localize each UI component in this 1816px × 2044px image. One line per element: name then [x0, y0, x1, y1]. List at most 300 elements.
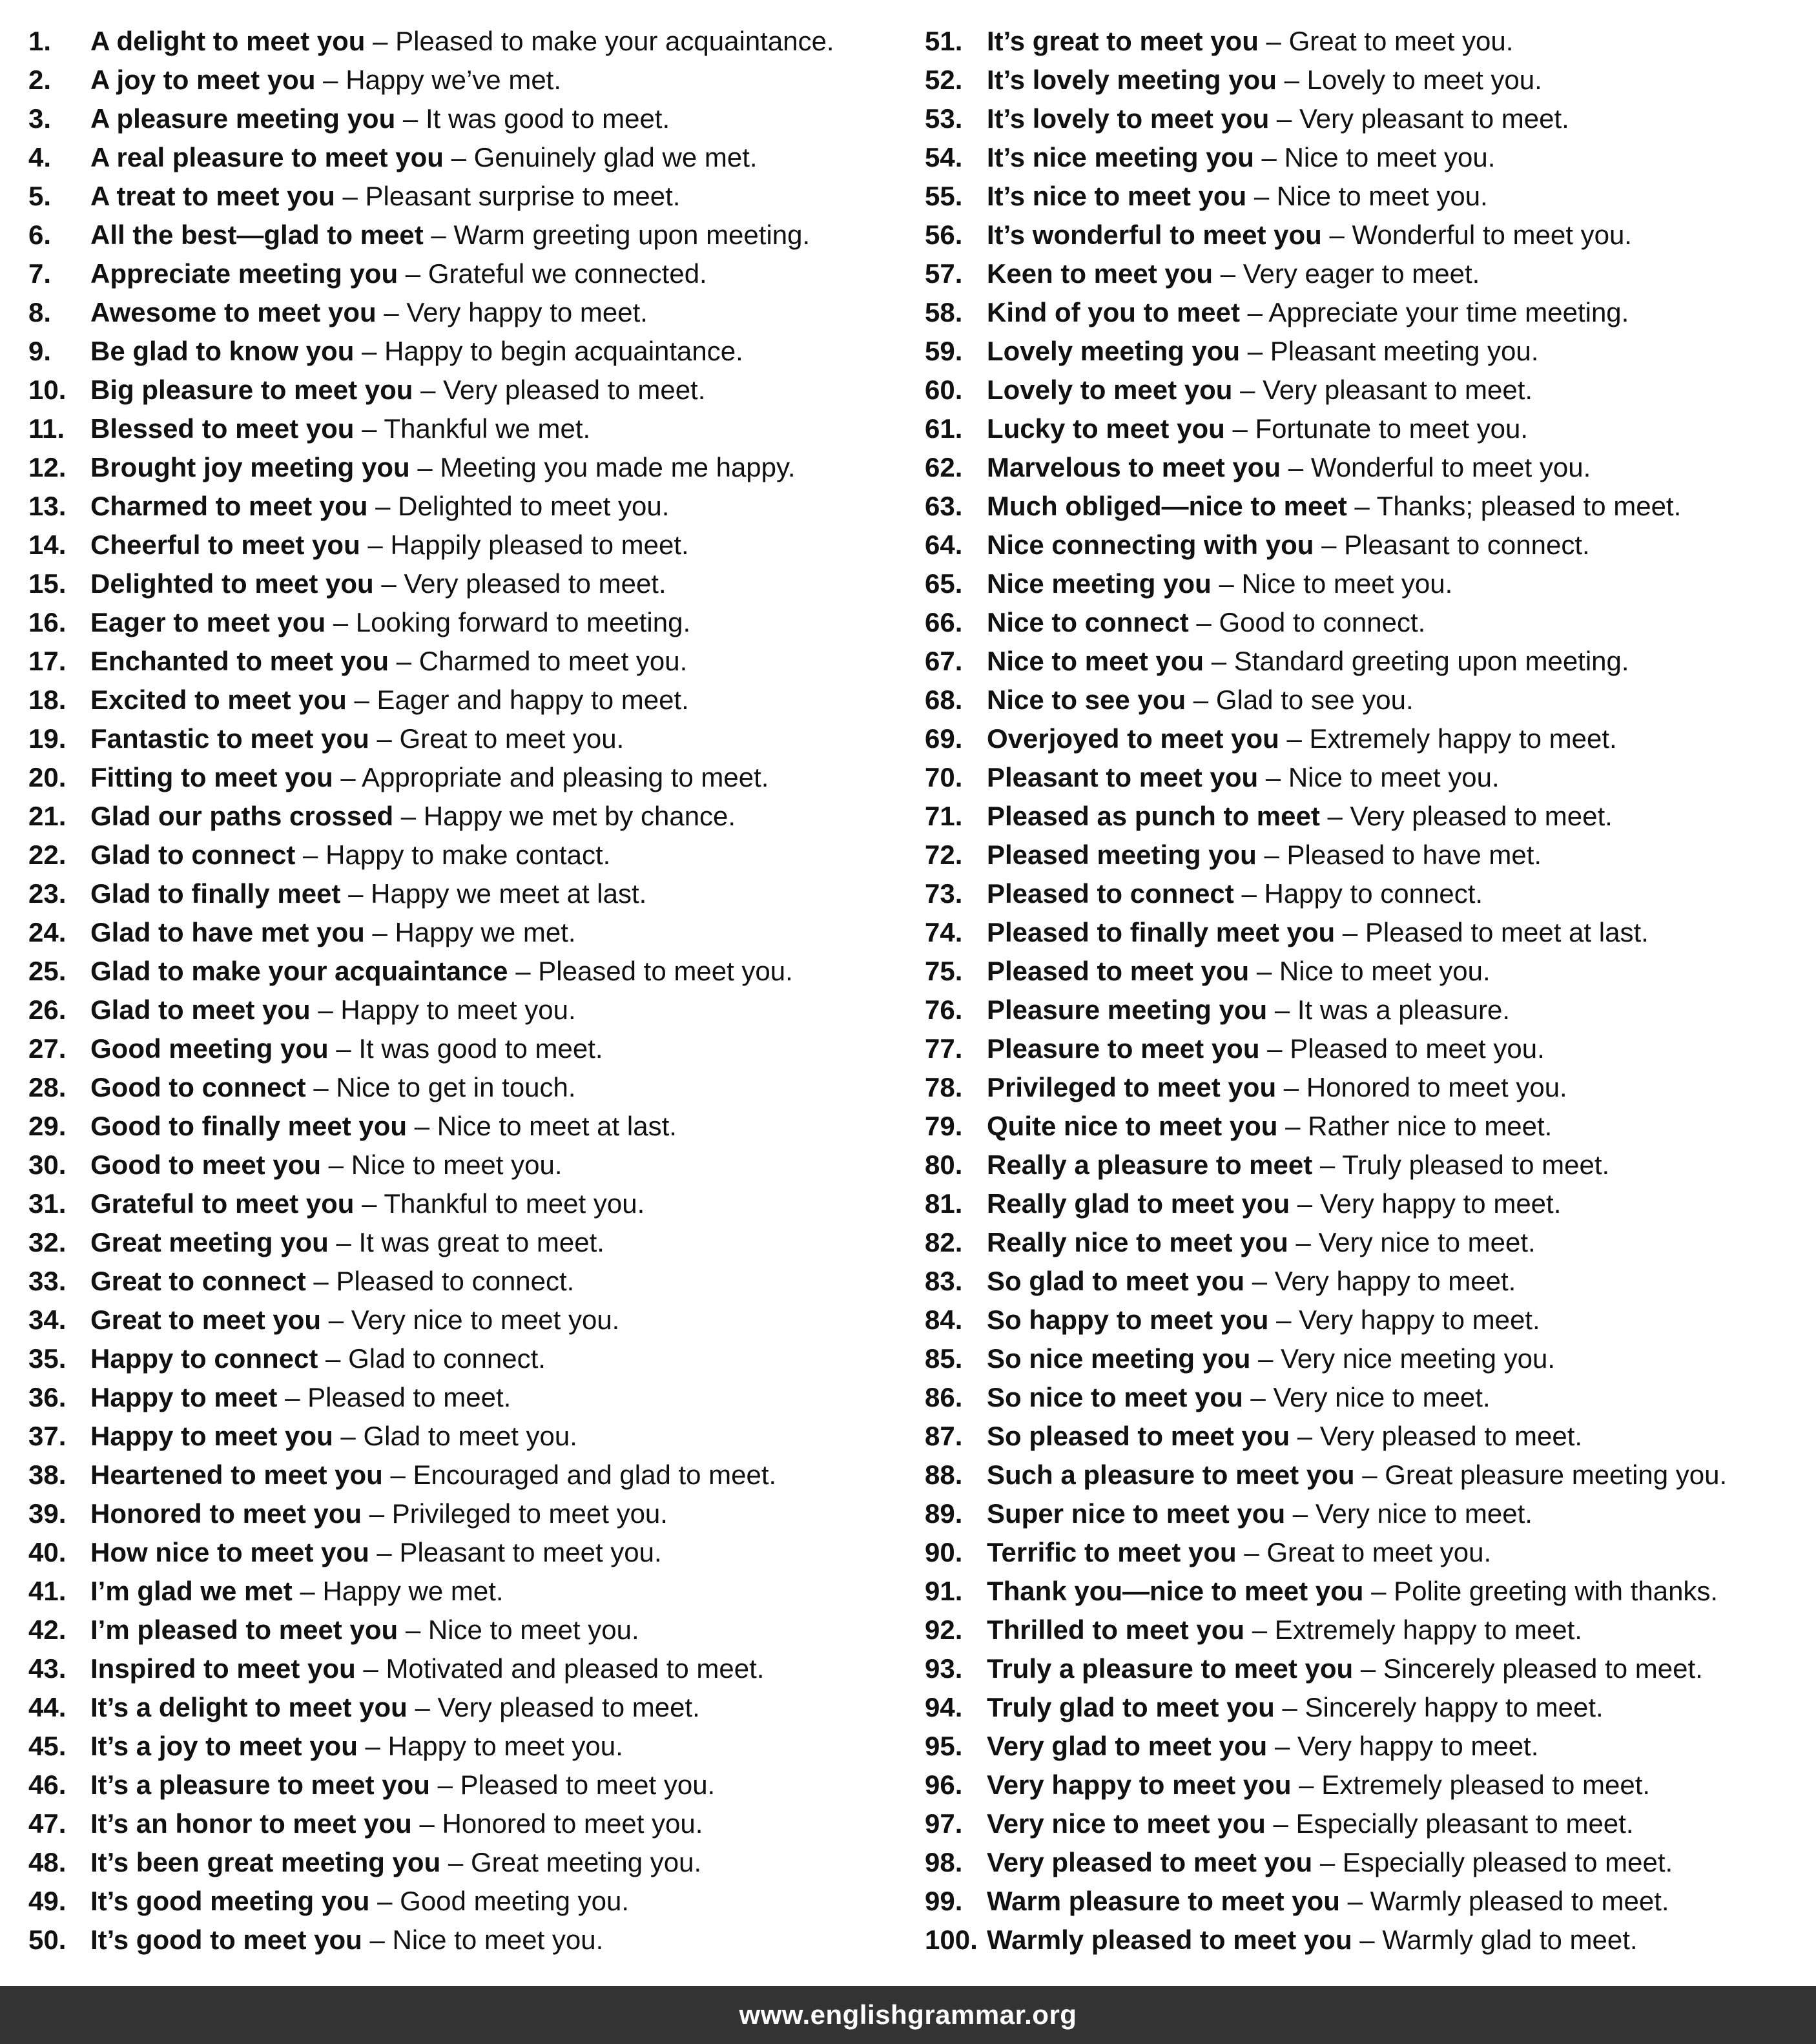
item-phrase: Inspired to meet you	[90, 1653, 356, 1684]
item-text	[987, 61, 1542, 99]
item-separator: –	[381, 568, 397, 599]
item-phrase: Awesome to meet you	[90, 297, 377, 327]
item-number: 84.	[925, 1305, 963, 1335]
item-number: 35.	[28, 1343, 67, 1374]
item-meaning: Happy we met by chance.	[423, 801, 736, 831]
item-number: 86.	[925, 1382, 963, 1412]
item-number: 93.	[925, 1653, 963, 1684]
item-separator: –	[1327, 801, 1343, 831]
item-meaning: Pleasant meeting you.	[1270, 336, 1539, 366]
list-item	[28, 1766, 907, 1804]
item-text	[90, 1339, 546, 1378]
item-number: 21.	[28, 801, 67, 831]
item-meaning: Very pleased to meet.	[1350, 801, 1613, 831]
item-separator: –	[419, 1808, 435, 1839]
item-text	[90, 254, 707, 293]
item-separator: –	[1282, 1692, 1297, 1722]
item-meaning: Truly pleased to meet.	[1342, 1150, 1610, 1180]
item-separator: –	[363, 1653, 378, 1684]
item-phrase: It’s lovely meeting you	[987, 65, 1277, 95]
item-meaning: Looking forward to meeting.	[355, 607, 691, 637]
item-text	[987, 138, 1495, 177]
item-separator: –	[1276, 103, 1292, 134]
item-number: 83.	[925, 1266, 963, 1296]
item-meaning: Pleased to meet you.	[1290, 1033, 1545, 1064]
item-text	[987, 1029, 1545, 1068]
item-meaning: Great to meet you.	[1288, 26, 1514, 56]
item-meaning: Nice to meet you.	[1276, 181, 1488, 211]
item-separator: –	[1254, 181, 1270, 211]
item-phrase: I’m glad we met	[90, 1576, 293, 1606]
footer-bar	[0, 1986, 1816, 2044]
item-text	[90, 758, 769, 797]
item-number: 60.	[925, 375, 963, 405]
list-item	[925, 1378, 1810, 1417]
list-column-right	[925, 22, 1810, 1959]
item-separator: –	[354, 685, 369, 715]
item-text	[90, 1727, 623, 1766]
item-number: 1.	[28, 26, 52, 56]
list-item	[28, 1494, 907, 1533]
item-number: 10.	[28, 375, 67, 405]
item-text	[90, 642, 687, 681]
item-separator: –	[362, 1188, 377, 1219]
item-text	[987, 952, 1491, 991]
item-meaning: Especially pleasant to meet.	[1295, 1808, 1634, 1839]
item-number: 88.	[925, 1460, 963, 1490]
item-phrase: It’s lovely to meet you	[987, 103, 1270, 134]
list-item	[28, 719, 907, 758]
item-meaning: Pleased to make your acquaintance.	[395, 26, 834, 56]
item-text	[90, 1262, 574, 1301]
item-number: 73.	[925, 878, 963, 909]
item-number: 63.	[925, 491, 963, 521]
list-item	[925, 1611, 1810, 1649]
item-meaning: Lovely to meet you.	[1306, 65, 1542, 95]
item-text	[987, 216, 1632, 254]
item-number: 28.	[28, 1072, 67, 1102]
item-text	[90, 138, 758, 177]
item-text	[987, 254, 1480, 293]
list-item	[925, 758, 1810, 797]
item-meaning: Pleased to meet at last.	[1365, 917, 1649, 947]
item-meaning: Happily pleased to meet.	[390, 530, 689, 560]
item-number: 95.	[925, 1731, 963, 1761]
item-text	[90, 61, 561, 99]
item-phrase: Nice to meet you	[987, 646, 1204, 676]
item-meaning: Happy to meet you.	[387, 1731, 623, 1761]
item-number: 36.	[28, 1382, 67, 1412]
item-text	[90, 874, 646, 913]
list-item	[28, 138, 907, 177]
item-separator: –	[1265, 762, 1281, 792]
item-separator: –	[1220, 258, 1236, 289]
item-phrase: Very happy to meet you	[987, 1770, 1292, 1800]
item-meaning: Honored to meet you.	[1306, 1072, 1567, 1102]
item-phrase: It’s a joy to meet you	[90, 1731, 358, 1761]
item-separator: –	[373, 26, 388, 56]
item-number: 4.	[28, 142, 52, 172]
item-number: 96.	[925, 1770, 963, 1800]
item-text	[90, 332, 743, 371]
list-item	[925, 1107, 1810, 1146]
item-meaning: Good meeting you.	[400, 1886, 630, 1916]
item-number: 91.	[925, 1576, 963, 1606]
list-item	[28, 1223, 907, 1262]
item-text	[987, 1262, 1516, 1301]
item-text	[90, 1146, 562, 1184]
item-phrase: Pleased as punch to meet	[987, 801, 1320, 831]
item-number: 68.	[925, 685, 963, 715]
item-phrase: Such a pleasure to meet you	[987, 1460, 1355, 1490]
item-meaning: Very nice meeting you.	[1281, 1343, 1556, 1374]
item-text	[90, 991, 576, 1029]
item-phrase: Nice meeting you	[987, 568, 1212, 599]
item-separator: –	[377, 1886, 393, 1916]
item-number: 30.	[28, 1150, 67, 1180]
item-number: 39.	[28, 1498, 67, 1529]
item-text	[90, 719, 624, 758]
item-phrase: It’s been great meeting you	[90, 1847, 441, 1877]
item-separator: –	[1274, 995, 1290, 1025]
item-number: 27.	[28, 1033, 67, 1064]
item-phrase: Nice to connect	[987, 607, 1189, 637]
item-separator: –	[1264, 840, 1279, 870]
item-separator: –	[1266, 26, 1281, 56]
item-separator: –	[1283, 1072, 1299, 1102]
item-text	[90, 797, 736, 836]
item-separator: –	[515, 956, 531, 986]
item-phrase: It’s a pleasure to meet you	[90, 1770, 430, 1800]
item-meaning: Extremely happy to meet.	[1309, 723, 1617, 754]
list-item	[925, 681, 1810, 719]
list-item	[925, 1146, 1810, 1184]
item-text	[90, 293, 648, 332]
item-separator: –	[1274, 1731, 1290, 1761]
item-text	[987, 836, 1542, 874]
item-text	[987, 991, 1510, 1029]
item-phrase: Warm pleasure to meet you	[987, 1886, 1340, 1916]
item-separator: –	[1261, 142, 1277, 172]
list-item	[28, 254, 907, 293]
list-item	[925, 99, 1810, 138]
item-meaning: Pleasant to meet you.	[399, 1537, 662, 1567]
item-separator: –	[367, 530, 383, 560]
item-meaning: Glad to see you.	[1215, 685, 1414, 715]
list-item	[925, 409, 1810, 448]
item-text	[90, 526, 689, 564]
item-separator: –	[1196, 607, 1212, 637]
item-separator: –	[1276, 1305, 1292, 1335]
item-phrase: It’s great to meet you	[987, 26, 1259, 56]
item-text	[987, 1378, 1491, 1417]
list-item	[28, 1301, 907, 1339]
list-item	[28, 99, 907, 138]
list-item	[925, 603, 1810, 642]
item-phrase: Really a pleasure to meet	[987, 1150, 1313, 1180]
list-item	[28, 1146, 907, 1184]
item-meaning: Appropriate and pleasing to meet.	[362, 762, 769, 792]
item-phrase: Really nice to meet you	[987, 1227, 1288, 1257]
item-number: 12.	[28, 452, 67, 482]
item-number: 82.	[925, 1227, 963, 1257]
item-meaning: Very nice to meet.	[1318, 1227, 1536, 1257]
item-number: 48.	[28, 1847, 67, 1877]
item-text	[987, 874, 1483, 913]
item-number: 80.	[925, 1150, 963, 1180]
item-text	[90, 1649, 764, 1688]
item-phrase: Overjoyed to meet you	[987, 723, 1279, 754]
item-phrase: Super nice to meet you	[987, 1498, 1286, 1529]
item-number: 25.	[28, 956, 67, 986]
item-phrase: Glad to make your acquaintance	[90, 956, 508, 986]
item-separator: –	[1297, 1421, 1313, 1451]
list-item	[925, 1921, 1810, 1959]
item-meaning: Very happy to meet.	[1274, 1266, 1516, 1296]
item-meaning: Wonderful to meet you.	[1310, 452, 1591, 482]
list-item	[28, 874, 907, 913]
item-phrase: Great to connect	[90, 1266, 306, 1296]
item-meaning: Honored to meet you.	[442, 1808, 703, 1839]
item-meaning: Pleased to meet.	[307, 1382, 511, 1412]
item-meaning: Very eager to meet.	[1243, 258, 1480, 289]
item-phrase: Glad our paths crossed	[90, 801, 394, 831]
item-text	[987, 1301, 1540, 1339]
item-meaning: Wonderful to meet you.	[1352, 220, 1632, 250]
item-meaning: Pleased to connect.	[336, 1266, 575, 1296]
item-text	[90, 913, 576, 952]
list-item	[925, 1029, 1810, 1068]
item-phrase: Heartened to meet you	[90, 1460, 383, 1490]
phrase-list	[0, 22, 1816, 1959]
item-text	[987, 177, 1488, 216]
item-separator: –	[333, 607, 349, 637]
item-separator: –	[437, 1770, 453, 1800]
item-meaning: Nice to meet at last.	[437, 1111, 677, 1141]
item-phrase: Marvelous to meet you	[987, 452, 1281, 482]
item-text	[90, 448, 796, 487]
list-item	[28, 1417, 907, 1456]
list-item	[28, 991, 907, 1029]
list-item	[28, 603, 907, 642]
item-phrase: Glad to have met you	[90, 917, 365, 947]
list-item	[28, 1921, 907, 1959]
website-url: www.englishgrammar.org	[739, 1999, 1077, 2030]
item-number: 14.	[28, 530, 67, 560]
item-separator: –	[1319, 1150, 1336, 1180]
item-phrase: Truly glad to meet you	[987, 1692, 1275, 1722]
item-phrase: It’s wonderful to meet you	[987, 220, 1322, 250]
item-phrase: It’s good meeting you	[90, 1886, 370, 1916]
item-phrase: Much obliged—nice to meet	[987, 491, 1347, 521]
item-number: 42.	[28, 1615, 67, 1645]
item-meaning: Happy to meet you.	[340, 995, 576, 1025]
item-separator: –	[1354, 491, 1370, 521]
item-text	[987, 797, 1613, 836]
item-separator: –	[1211, 646, 1227, 676]
list-item	[28, 216, 907, 254]
item-separator: –	[1256, 956, 1272, 986]
list-item	[925, 371, 1810, 409]
item-separator: –	[1258, 1343, 1274, 1374]
item-number: 22.	[28, 840, 67, 870]
list-item	[28, 332, 907, 371]
item-text	[987, 1572, 1718, 1611]
item-text	[987, 1494, 1532, 1533]
item-separator: –	[448, 1847, 464, 1877]
list-item	[28, 1611, 907, 1649]
item-separator: –	[377, 723, 392, 754]
item-phrase: So happy to meet you	[987, 1305, 1269, 1335]
item-meaning: Genuinely glad we met.	[473, 142, 758, 172]
item-meaning: Nice to meet you.	[392, 1925, 604, 1955]
item-phrase: Very glad to meet you	[987, 1731, 1268, 1761]
item-text	[90, 1301, 619, 1339]
item-meaning: Nice to get in touch.	[336, 1072, 576, 1102]
item-meaning: Sincerely pleased to meet.	[1383, 1653, 1703, 1684]
list-item	[925, 1301, 1810, 1339]
item-separator: –	[1362, 1460, 1377, 1490]
item-text	[90, 1921, 603, 1959]
item-separator: –	[325, 1343, 341, 1374]
item-text	[987, 1766, 1650, 1804]
item-number: 55.	[925, 181, 963, 211]
item-phrase: Enchanted to meet you	[90, 646, 389, 676]
item-phrase: Nice connecting with you	[987, 530, 1314, 560]
item-number: 8.	[28, 297, 52, 327]
item-meaning: Happy to connect.	[1264, 878, 1483, 909]
item-phrase: Privileged to meet you	[987, 1072, 1277, 1102]
item-number: 5.	[28, 181, 52, 211]
item-phrase: Truly a pleasure to meet you	[987, 1653, 1354, 1684]
list-item	[28, 371, 907, 409]
item-meaning: Pleasant to connect.	[1344, 530, 1590, 560]
item-meaning: Happy to begin acquaintance.	[384, 336, 743, 366]
item-separator: –	[420, 375, 436, 405]
item-phrase: Very pleased to meet you	[987, 1847, 1313, 1877]
item-meaning: Nice to meet you.	[1241, 568, 1453, 599]
list-item	[925, 1843, 1810, 1882]
list-item	[925, 1688, 1810, 1727]
item-separator: –	[405, 1615, 421, 1645]
item-separator: –	[1241, 878, 1257, 909]
item-separator: –	[405, 258, 421, 289]
item-number: 37.	[28, 1421, 67, 1451]
item-number: 11.	[28, 413, 65, 444]
item-text	[987, 409, 1528, 448]
item-number: 99.	[925, 1886, 963, 1916]
item-text	[90, 1804, 703, 1843]
item-separator: –	[1360, 1653, 1376, 1684]
item-text	[90, 603, 690, 642]
item-phrase: Eager to meet you	[90, 607, 326, 637]
item-phrase: Thrilled to meet you	[987, 1615, 1245, 1645]
item-text	[90, 1843, 701, 1882]
item-phrase: So nice meeting you	[987, 1343, 1251, 1374]
item-text	[987, 22, 1513, 61]
item-text	[987, 1688, 1604, 1727]
item-text	[90, 1378, 511, 1417]
item-number: 90.	[925, 1537, 963, 1567]
item-number: 64.	[925, 530, 963, 560]
item-meaning: Very nice to meet.	[1273, 1382, 1491, 1412]
item-separator: –	[431, 220, 446, 250]
item-text	[987, 1921, 1638, 1959]
list-item	[925, 991, 1810, 1029]
item-phrase: Terrific to meet you	[987, 1537, 1237, 1567]
item-meaning: Very pleasant to meet.	[1263, 375, 1533, 405]
item-text	[987, 1107, 1552, 1146]
item-phrase: Good to meet you	[90, 1150, 321, 1180]
item-number: 47.	[28, 1808, 67, 1839]
item-meaning: Appreciate your time meeting.	[1268, 297, 1629, 327]
item-number: 69.	[925, 723, 963, 754]
item-number: 20.	[28, 762, 67, 792]
item-text	[90, 177, 680, 216]
item-meaning: Extremely happy to meet.	[1274, 1615, 1582, 1645]
list-item	[925, 448, 1810, 487]
item-separator: –	[1297, 1188, 1313, 1219]
item-meaning: Encouraged and glad to meet.	[413, 1460, 777, 1490]
item-phrase: A pleasure meeting you	[90, 103, 396, 134]
item-separator: –	[1286, 723, 1302, 754]
item-meaning: Rather nice to meet.	[1308, 1111, 1553, 1141]
item-separator: –	[348, 878, 364, 909]
item-text	[987, 1649, 1703, 1688]
item-text	[987, 1223, 1536, 1262]
item-separator: –	[396, 646, 412, 676]
item-separator: –	[377, 1537, 392, 1567]
item-text	[90, 1533, 662, 1572]
item-separator: –	[328, 1150, 344, 1180]
item-meaning: Very pleased to meet.	[437, 1692, 700, 1722]
item-separator: –	[285, 1382, 300, 1412]
item-text	[90, 564, 666, 603]
item-separator: –	[328, 1305, 344, 1335]
item-separator: –	[1240, 375, 1255, 405]
list-item	[28, 22, 907, 61]
item-number: 15.	[28, 568, 67, 599]
list-item	[925, 61, 1810, 99]
item-separator: –	[1252, 1615, 1268, 1645]
item-number: 79.	[925, 1111, 963, 1141]
list-item	[28, 1572, 907, 1611]
item-phrase: A real pleasure to meet you	[90, 142, 444, 172]
item-meaning: Extremely pleased to meet.	[1321, 1770, 1651, 1800]
item-separator: –	[1284, 65, 1299, 95]
item-meaning: Very pleasant to meet.	[1299, 103, 1569, 134]
item-text	[987, 1804, 1634, 1843]
item-phrase: A treat to meet you	[90, 181, 335, 211]
item-separator: –	[1232, 413, 1248, 444]
list-item	[28, 1882, 907, 1921]
item-number: 85.	[925, 1343, 963, 1374]
item-phrase: Pleased to finally meet you	[987, 917, 1336, 947]
item-number: 58.	[925, 297, 963, 327]
item-phrase: I’m pleased to meet you	[90, 1615, 398, 1645]
item-separator: –	[1342, 917, 1358, 947]
item-phrase: Glad to connect	[90, 840, 296, 870]
item-meaning: Pleasant surprise to meet.	[365, 181, 681, 211]
item-text	[987, 1417, 1582, 1456]
item-phrase: So pleased to meet you	[987, 1421, 1290, 1451]
item-meaning: Charmed to meet you.	[418, 646, 688, 676]
item-phrase: It’s good to meet you	[90, 1925, 362, 1955]
item-meaning: Very happy to meet.	[1299, 1305, 1540, 1335]
list-item	[28, 487, 907, 526]
item-number: 24.	[28, 917, 67, 947]
item-text	[90, 1766, 715, 1804]
